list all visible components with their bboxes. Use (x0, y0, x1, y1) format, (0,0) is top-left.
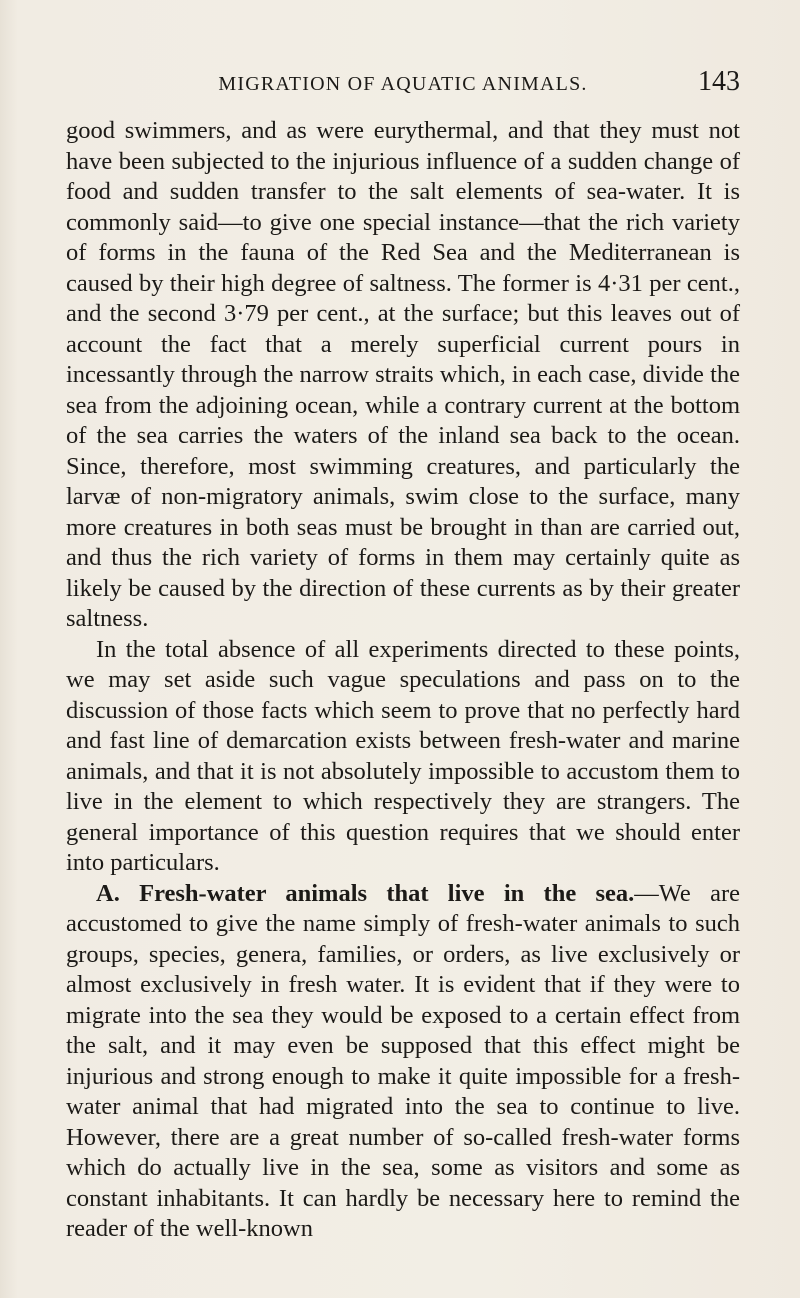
paragraph-continued: good swimmers, and as were eurythermal, and that they must not have been subjected to the injurious influence of a sudden change of food and sudden transfer to the salt elements of sea-water. It is commonly said—to give one special instance—that the rich variety of forms in the fauna of the Red Sea and the Mediterranean is caused by their high degree of saltness. The former is 4·31 per cent., and the second 3·79 per cent., at the surface; but this leaves out of account the fact that a merely superficial current pours in incessantly through the narrow straits which, in each case, divide the sea from the adjoining ocean, while a contrary current at the bottom of the sea carries the waters of the inland sea back to the ocean. Since, therefore, most swimming creatures, and particularly the larvæ of non-migratory animals, swim close to the surface, many more creatures in both seas must be brought in than are carried out, and thus the rich variety of forms in them may certainly quite as likely be caused by the direction of these currents as by their greater saltness. (66, 117, 740, 632)
section-heading: A. Fresh-water animals that live in the sea. (96, 879, 635, 907)
page-number: 143 (698, 66, 740, 97)
section-a-paragraph (66, 879, 740, 1245)
running-head (66, 66, 740, 116)
paragraph-experiments: In the total absence of all experiments directed to these points, we may set aside such vague speculations and pass on to the discussion of those facts which seem to prove that no perfectly hard and fast line of demarcation exists between fresh-water and marine animals, and that it is not absolutely impossible to accustom them to live in the element to which respectively they are strangers. The general importance of this question requires that we should enter into particulars. (66, 635, 740, 876)
running-title: MIGRATION OF AQUATIC ANIMALS. (218, 73, 588, 95)
body-text (66, 116, 740, 1245)
section-text: —We are accustomed to give the name simply of fresh-water animals to such groups, species, genera, families, or orders, as live exclusively or almost exclusively in fresh water. It is evident that if they were to migrate into the sea they would be exposed to a certain effect from the salt, and it may even be supposed that this effect might be injurious and strong enough to make it quite impossible for a fresh-water animal that had migrated into the sea to continue to live. However, there are a great number of so-called fresh-water forms which do actually live in the sea, some as visitors and some as constant inhabitants. It can hardly be necessary here to remind the reader of the well-known (66, 879, 740, 1242)
